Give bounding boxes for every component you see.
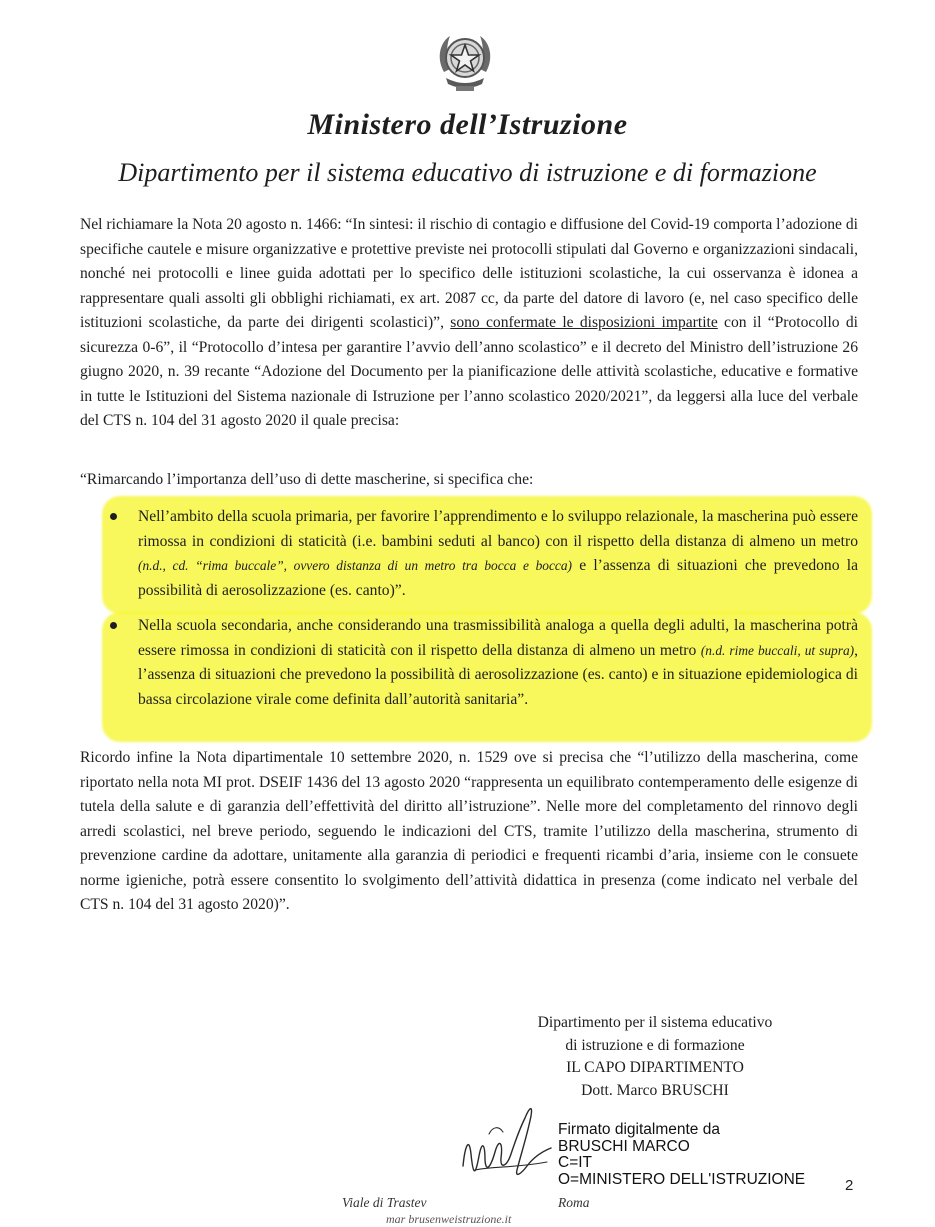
bullet-item-primary xyxy=(106,505,858,603)
paragraph-1-part-2: con il “Protocollo di sicurezza 0-6”, il “Protocollo d’intesa per garantire l’avvio dell’anno scolastico” e il decreto del Ministro dell’istruzione 26 giugno 2020, n. 39 recante “Adozione del Documento per la pianificazione delle attività scolastiche, educative e formative in tutte le Istituzioni del Sistema nazionale di Istruzione per l’anno scolastico 2020/2021”, da leggersi alla luce del verbale del CTS n. 104 del 31 agosto 2020 il quale precisa: xyxy=(80,314,858,429)
bullet-icon xyxy=(110,622,117,629)
handwritten-signature xyxy=(455,1096,565,1192)
digital-signature-line-4: O=MINISTERO DELL'ISTRUZIONE xyxy=(558,1170,806,1188)
republic-emblem-icon xyxy=(434,28,496,94)
paragraph-3: Ricordo infine la Nota dipartimentale 10 settembre 2020, n. 1529 ove si precisa che “l’utilizzo della mascherina, come riportato nella nota MI prot. DSEIF 1436 del 13 agosto 2020 “rappresenta un equilibrato contemperamento delle esigenze di tutela della salute e di garanzia dell’effettività del diritto all’istruzione”. Nelle more del completamento del rinnovo degli arredi scolastici, nel breve periodo, seguendo le indicazioni del CTS, tramite l’utilizzo della mascherina, strumento di prevenzione cardine da adottare, unitamente alla garanzia di periodici e frequenti ricambi d’aria, insieme con le consuete norme igieniche, potrà essere consentito lo svolgimento dell’attività didattica in presenza (come indicato nel verbale del CTS n. 104 del 31 agosto 2020)”. xyxy=(80,749,858,913)
bullet-2-text-end: , l’assenza di situazioni che prevedono la possibilità di aerosolizzazione (es. canto) e in situazione epidemiologica di bassa circolazione virale come definita dall’autorità sanitaria”. xyxy=(138,641,858,708)
bullet-2-note: (n.d. rime buccali, ut supra) xyxy=(700,642,855,658)
department-title: Dipartimento per il sistema educativo di istruzione e di formazione xyxy=(118,158,817,187)
ministry-title: Ministero dell’Istruzione xyxy=(307,108,628,141)
signature-name: Dott. Marco BRUSCHI xyxy=(581,1081,729,1099)
footer-email: mar brusenweistruzione.it xyxy=(386,1212,512,1226)
footer-city: Roma xyxy=(558,1195,590,1210)
bullet-2-text: Nella scuola secondaria, anche considerando una trasmissibilità analoga a quella degli adulti, la mascherina potrà essere rimossa in condizioni di staticità con il rispetto della distanza di almeno un metro xyxy=(138,617,858,659)
bullet-1-text: Nell’ambito della scuola primaria, per favorire l’apprendimento e lo sviluppo relazionale, la mascherina può essere rimossa in condizioni di staticità (i.e. bambini seduti al banco) con il rispetto della distanza di almeno un metro xyxy=(138,508,858,550)
digital-signature-stamp xyxy=(558,1122,805,1188)
paragraph-2: “Rimarcando l’importanza dell’uso di dette mascherine, si specifica che: xyxy=(80,471,534,488)
bullet-item-secondary xyxy=(106,614,858,712)
bullet-1-note: (n.d., cd. “rima buccale”, ovvero distanza di un metro tra bocca e bocca) xyxy=(138,558,573,573)
signature-role: IL CAPO DIPARTIMENTO xyxy=(566,1059,744,1076)
footer-address: Viale di Trastev xyxy=(342,1195,427,1210)
bullet-list xyxy=(106,505,858,712)
digital-signature-line-3: C=IT xyxy=(558,1154,593,1171)
paragraph-1-underlined: sono confermate le disposizioni impartite xyxy=(450,314,718,331)
page-number: 2 xyxy=(845,1177,854,1194)
bullet-1-text-end: e l’assenza di situazioni che prevedono la possibilità di aerosolizzazione (es. canto)”. xyxy=(138,557,858,599)
paragraph-1 xyxy=(80,213,858,434)
bullet-icon xyxy=(110,513,117,520)
digital-signature-line-1: Firmato digitalmente da xyxy=(558,1121,720,1138)
paragraph-1-part-1: Nel richiamare la Nota 20 agosto n. 1466: “In sintesi: il rischio di contagio e diffusione del Covid-19 comporta l’adozione di specifiche cautele e misure organizzative e protettive previste nei protocolli stipulati dal Governo e organizzazioni sindacali, nonché nei protocolli e linee guida adottati per lo specifico delle istituzioni scolastiche, la cui osservanza è idonea a rappresentare quali assolti gli obblighi richiamati, ex art. 2087 cc, da parte del datore di lavoro (e, nel caso specifico delle istituzioni scolastiche, da parte dei dirigenti scolastici)”, xyxy=(80,216,858,331)
signature-dept-line-1: Dipartimento per il sistema educativo xyxy=(537,1014,773,1031)
signature-block xyxy=(500,1012,810,1102)
digital-signature-line-2: BRUSCHI MARCO xyxy=(558,1137,690,1155)
signature-dept-line-2: di istruzione e di formazione xyxy=(565,1036,745,1054)
